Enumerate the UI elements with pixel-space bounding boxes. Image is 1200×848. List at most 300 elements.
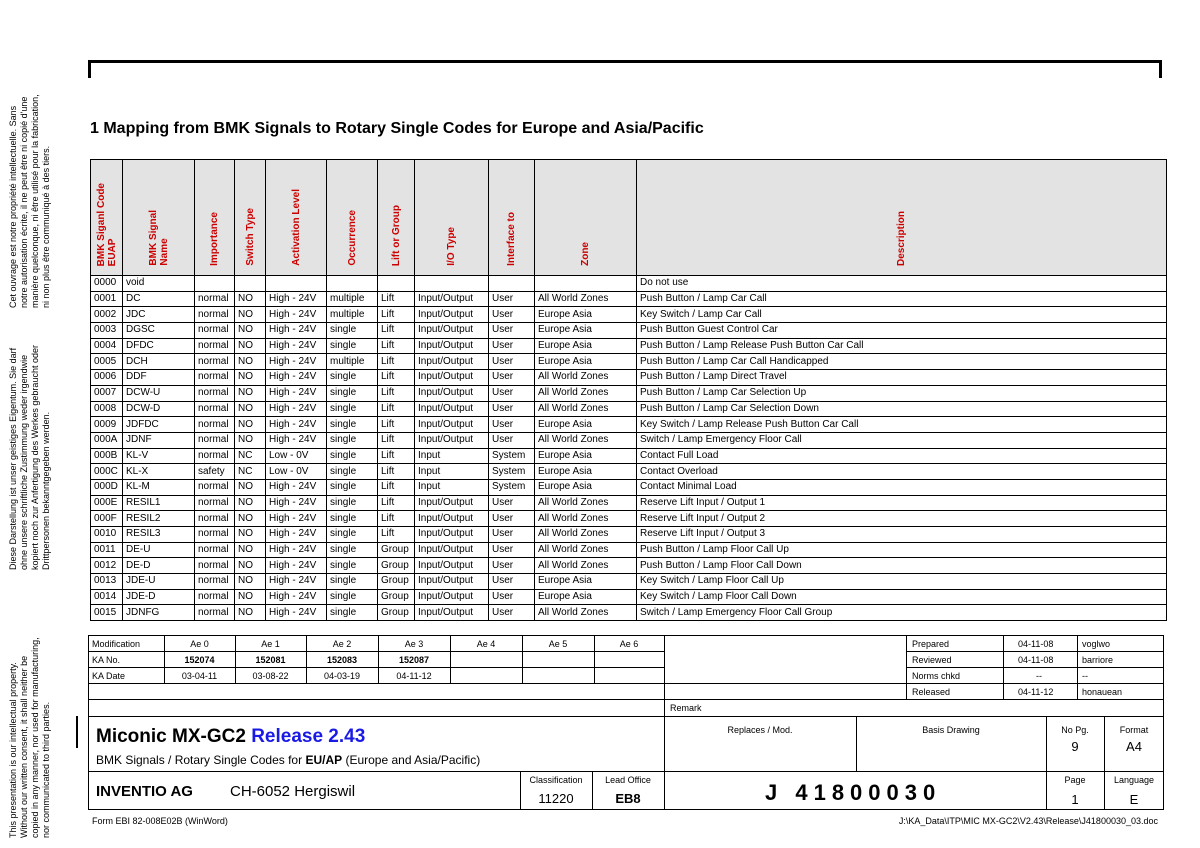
table-row: [91, 354, 1167, 370]
table-row: [91, 495, 1167, 511]
cell-interface-to: User: [489, 605, 535, 621]
cell-zone: Europe Asia: [535, 448, 637, 464]
cell-importance: normal: [195, 542, 235, 558]
cell-zone: [535, 276, 637, 292]
cell-switch-type: NO: [235, 479, 266, 495]
table-header-row: [91, 160, 1167, 276]
cell-description: Reserve Lift Input / Output 2: [637, 511, 1167, 527]
table-row: [91, 323, 1167, 339]
cell-name: DC: [123, 291, 195, 307]
cell-occurrence: single: [327, 589, 378, 605]
approval-released-date: 04-11-12: [1018, 687, 1054, 697]
cell-importance: normal: [195, 605, 235, 621]
cell-lift-or-group: [378, 276, 415, 292]
cell-occurrence: single: [327, 558, 378, 574]
cell-io-type: [415, 276, 489, 292]
column-header-lift-or-group: [378, 160, 415, 276]
cell-occurrence: single: [327, 511, 378, 527]
cell-occurrence: single: [327, 323, 378, 339]
table-row: [91, 464, 1167, 480]
cell-interface-to: User: [489, 432, 535, 448]
column-header-name: [123, 160, 195, 276]
column-header-label: Zone: [580, 242, 591, 266]
table-row: [91, 276, 1167, 292]
cell-description: Switch / Lamp Emergency Floor Call: [637, 432, 1167, 448]
cell-zone: Europe Asia: [535, 479, 637, 495]
table-row: [91, 432, 1167, 448]
approval-norms-label: Norms chkd: [912, 671, 961, 681]
company-name: INVENTIO AG: [96, 783, 193, 800]
cell-interface-to: User: [489, 385, 535, 401]
cell-interface-to: System: [489, 479, 535, 495]
cell-description: Switch / Lamp Emergency Floor Call Group: [637, 605, 1167, 621]
cell-interface-to: User: [489, 574, 535, 590]
format-value: A4: [1126, 739, 1142, 754]
table-row: [91, 448, 1167, 464]
cell-description: Key Switch / Lamp Floor Call Up: [637, 574, 1167, 590]
replaces-label: Replaces / Mod.: [727, 725, 793, 735]
cell-activation-level: Low - 0V: [266, 448, 327, 464]
column-header-code: [91, 160, 123, 276]
cell-switch-type: NO: [235, 401, 266, 417]
cell-io-type: Input/Output: [415, 574, 489, 590]
table-row: [91, 385, 1167, 401]
cell-occurrence: single: [327, 417, 378, 433]
table-row: [91, 542, 1167, 558]
table-row: [91, 291, 1167, 307]
cell-importance: normal: [195, 338, 235, 354]
column-header-label: Occurrence: [346, 210, 358, 266]
cell-interface-to: System: [489, 448, 535, 464]
cell-importance: normal: [195, 511, 235, 527]
cell-switch-type: NO: [235, 338, 266, 354]
cell-name: DFDC: [123, 338, 195, 354]
cell-name: KL-V: [123, 448, 195, 464]
cell-name: DGSC: [123, 323, 195, 339]
cell-switch-type: NC: [235, 448, 266, 464]
table-body: [91, 276, 1167, 621]
column-header-label: Description: [896, 210, 907, 266]
cell-activation-level: High - 24V: [266, 574, 327, 590]
cell-importance: normal: [195, 354, 235, 370]
column-header-switch-type: [235, 160, 266, 276]
cell-io-type: Input/Output: [415, 527, 489, 543]
cell-interface-to: User: [489, 354, 535, 370]
cell-code: 0000: [91, 276, 123, 292]
cell-name: JDFDC: [123, 417, 195, 433]
mod-header-ae2: Ae 2: [332, 639, 352, 649]
cell-occurrence: multiple: [327, 307, 378, 323]
cell-zone: Europe Asia: [535, 354, 637, 370]
cell-io-type: Input/Output: [415, 354, 489, 370]
cell-interface-to: User: [489, 307, 535, 323]
cell-name: JDE-U: [123, 574, 195, 590]
cell-occurrence: single: [327, 574, 378, 590]
ka-no-ae3: 152087: [398, 655, 430, 665]
cell-activation-level: Low - 0V: [266, 464, 327, 480]
cell-code: 0013: [91, 574, 123, 590]
cell-interface-to: User: [489, 495, 535, 511]
cell-zone: All World Zones: [535, 495, 637, 511]
lead-office-value: EB8: [615, 791, 641, 806]
cell-switch-type: NO: [235, 495, 266, 511]
cell-interface-to: User: [489, 527, 535, 543]
cell-name: DCH: [123, 354, 195, 370]
approval-reviewed-date: 04-11-08: [1018, 655, 1054, 665]
cell-switch-type: [235, 276, 266, 292]
cell-io-type: Input/Output: [415, 605, 489, 621]
cell-activation-level: [266, 276, 327, 292]
cell-activation-level: High - 24V: [266, 558, 327, 574]
column-header-importance: [195, 160, 235, 276]
table-row: [91, 479, 1167, 495]
cell-lift-or-group: Group: [378, 589, 415, 605]
cell-zone: All World Zones: [535, 558, 637, 574]
cell-interface-to: System: [489, 464, 535, 480]
cell-interface-to: User: [489, 338, 535, 354]
cell-occurrence: single: [327, 370, 378, 386]
table-row: [91, 527, 1167, 543]
cell-description: Key Switch / Lamp Car Call: [637, 307, 1167, 323]
cell-code: 0012: [91, 558, 123, 574]
cell-activation-level: High - 24V: [266, 354, 327, 370]
cell-code: 0010: [91, 527, 123, 543]
side-note-english-text: This presentation is our intellectual property. Without our written consent, it shall neither be copied in any manner, nor used for manufacturing, nor communicated to third parties.: [8, 637, 51, 838]
language-value: E: [1129, 792, 1139, 807]
cell-code: 000E: [91, 495, 123, 511]
table-row: [91, 401, 1167, 417]
cell-zone: All World Zones: [535, 432, 637, 448]
cell-occurrence: single: [327, 527, 378, 543]
cell-importance: normal: [195, 401, 235, 417]
cell-description: Push Button / Lamp Car Call: [637, 291, 1167, 307]
cell-switch-type: NO: [235, 370, 266, 386]
cell-name: RESIL3: [123, 527, 195, 543]
signal-mapping-table: [90, 159, 1167, 621]
cell-lift-or-group: Lift: [378, 417, 415, 433]
cell-code: 0008: [91, 401, 123, 417]
cell-switch-type: NO: [235, 432, 266, 448]
cell-interface-to: User: [489, 417, 535, 433]
cell-name: KL-M: [123, 479, 195, 495]
cell-zone: All World Zones: [535, 401, 637, 417]
cell-io-type: Input/Output: [415, 589, 489, 605]
cell-zone: Europe Asia: [535, 338, 637, 354]
ka-date-ae1: 03-08-22: [252, 671, 289, 681]
cell-importance: normal: [195, 589, 235, 605]
cell-occurrence: single: [327, 338, 378, 354]
cell-lift-or-group: Lift: [378, 307, 415, 323]
mod-header-ae4: Ae 4: [476, 639, 496, 649]
cell-interface-to: User: [489, 370, 535, 386]
ka-date-ae3: 04-11-12: [396, 671, 432, 681]
ka-date-ae0: 03-04-11: [181, 671, 218, 681]
cell-activation-level: High - 24V: [266, 605, 327, 621]
cell-switch-type: NO: [235, 385, 266, 401]
cell-description: Contact Full Load: [637, 448, 1167, 464]
cell-io-type: Input/Output: [415, 323, 489, 339]
cell-activation-level: High - 24V: [266, 479, 327, 495]
cell-io-type: Input: [415, 464, 489, 480]
cell-switch-type: NO: [235, 307, 266, 323]
cell-name: RESIL1: [123, 495, 195, 511]
cell-zone: Europe Asia: [535, 417, 637, 433]
approval-prepared-date: 04-11-08: [1018, 639, 1054, 649]
cell-code: 0001: [91, 291, 123, 307]
cell-zone: All World Zones: [535, 542, 637, 558]
cell-code: 0009: [91, 417, 123, 433]
cell-occurrence: single: [327, 385, 378, 401]
column-header-occurrence: [327, 160, 378, 276]
ka-date-label: KA Date: [92, 671, 126, 681]
cell-activation-level: High - 24V: [266, 417, 327, 433]
cell-occurrence: single: [327, 479, 378, 495]
approval-norms-date: --: [1036, 671, 1042, 681]
subtitle-part-b: EU/AP: [305, 753, 343, 767]
column-header-label: Switch Type: [244, 208, 256, 266]
cell-interface-to: User: [489, 589, 535, 605]
cell-code: 000A: [91, 432, 123, 448]
cell-description: Contact Minimal Load: [637, 479, 1167, 495]
cell-importance: normal: [195, 479, 235, 495]
column-header-label: BMK Siganl Code EUAP: [95, 182, 118, 266]
cell-code: 0011: [91, 542, 123, 558]
ka-no-ae0: 152074: [184, 655, 215, 665]
cell-switch-type: NO: [235, 574, 266, 590]
remark-label: Remark: [670, 703, 702, 713]
ka-no-ae1: 152081: [255, 655, 286, 665]
cell-name: DE-U: [123, 542, 195, 558]
ka-date-ae2: 04-03-19: [323, 671, 361, 681]
cell-activation-level: High - 24V: [266, 291, 327, 307]
cell-lift-or-group: Lift: [378, 401, 415, 417]
cell-code: 000F: [91, 511, 123, 527]
cell-name: JDNFG: [123, 605, 195, 621]
cell-lift-or-group: Lift: [378, 338, 415, 354]
cell-occurrence: single: [327, 448, 378, 464]
cell-lift-or-group: Lift: [378, 511, 415, 527]
cell-zone: All World Zones: [535, 527, 637, 543]
cell-code: 000C: [91, 464, 123, 480]
cell-lift-or-group: Lift: [378, 432, 415, 448]
table-row: [91, 370, 1167, 386]
cell-importance: normal: [195, 417, 235, 433]
mod-header-ae1: Ae 1: [261, 639, 280, 649]
cell-description: Key Switch / Lamp Release Push Button Car Call: [637, 417, 1167, 433]
cell-lift-or-group: Lift: [378, 291, 415, 307]
cell-switch-type: NC: [235, 464, 266, 480]
cell-switch-type: NO: [235, 291, 266, 307]
cell-code: 000B: [91, 448, 123, 464]
no-pg-value: 9: [1071, 739, 1079, 754]
page-label: Page: [1064, 775, 1086, 785]
cell-importance: normal: [195, 385, 235, 401]
cell-interface-to: User: [489, 291, 535, 307]
ka-no-ae2: 152083: [326, 655, 358, 665]
company-address: CH-6052 Hergiswil: [230, 783, 356, 800]
cell-io-type: Input/Output: [415, 432, 489, 448]
subtitle-part-c: (Europe and Asia/Pacific): [342, 753, 481, 767]
cell-switch-type: NO: [235, 542, 266, 558]
cell-lift-or-group: Lift: [378, 479, 415, 495]
cell-occurrence: single: [327, 401, 378, 417]
basis-drawing-label: Basis Drawing: [922, 725, 980, 735]
cell-zone: All World Zones: [535, 291, 637, 307]
cell-description: Contact Overload: [637, 464, 1167, 480]
cell-importance: normal: [195, 574, 235, 590]
cell-activation-level: High - 24V: [266, 401, 327, 417]
cell-activation-level: High - 24V: [266, 370, 327, 386]
table-row: [91, 589, 1167, 605]
cell-interface-to: User: [489, 323, 535, 339]
cell-activation-level: High - 24V: [266, 323, 327, 339]
column-header-label: BMK Signal Name: [147, 210, 170, 266]
table-row: [91, 574, 1167, 590]
cell-name: JDE-D: [123, 589, 195, 605]
footer-file-path: J:\KA_Data\ITP\MIC MX-GC2\V2.43\Release\J41800030_03.doc: [898, 816, 1158, 826]
cell-importance: normal: [195, 432, 235, 448]
cell-lift-or-group: Lift: [378, 464, 415, 480]
cell-lift-or-group: Lift: [378, 527, 415, 543]
cell-description: Reserve Lift Input / Output 1: [637, 495, 1167, 511]
table-row: [91, 417, 1167, 433]
cell-switch-type: NO: [235, 323, 266, 339]
side-note-french: [8, 58, 76, 308]
cell-description: Push Button / Lamp Release Push Button Car Call: [637, 338, 1167, 354]
column-header-label: Activation Level: [290, 189, 302, 266]
cell-zone: Europe Asia: [535, 323, 637, 339]
cell-description: Do not use: [637, 276, 1167, 292]
cell-activation-level: High - 24V: [266, 511, 327, 527]
cell-io-type: Input/Output: [415, 558, 489, 574]
mod-header-ae3: Ae 3: [404, 639, 424, 649]
column-header-io-type: [415, 160, 489, 276]
cell-switch-type: NO: [235, 354, 266, 370]
cell-lift-or-group: Lift: [378, 323, 415, 339]
cell-activation-level: High - 24V: [266, 432, 327, 448]
approval-reviewed-name: barriore: [1082, 655, 1114, 665]
table-row: [91, 511, 1167, 527]
cell-code: 000D: [91, 479, 123, 495]
document-title: [96, 726, 365, 748]
column-header-label: I/O Type: [446, 227, 457, 266]
cell-description: Push Button / Lamp Floor Call Up: [637, 542, 1167, 558]
approval-norms-name: --: [1082, 671, 1088, 681]
classification-value: 11220: [538, 791, 574, 806]
cell-io-type: Input/Output: [415, 417, 489, 433]
cell-description: Key Switch / Lamp Floor Call Down: [637, 589, 1167, 605]
cell-io-type: Input/Output: [415, 385, 489, 401]
cell-zone: Europe Asia: [535, 464, 637, 480]
cell-lift-or-group: Group: [378, 558, 415, 574]
cell-importance: safety: [195, 464, 235, 480]
approval-released-label: Released: [912, 687, 951, 697]
cell-importance: normal: [195, 291, 235, 307]
document-title-prefix: Miconic MX-GC2: [96, 726, 252, 747]
cell-zone: Europe Asia: [535, 307, 637, 323]
subtitle-part-a: BMK Signals / Rotary Single Codes for: [96, 753, 306, 767]
side-note-german-text: Diese Darstellung ist unser geistiges Eigentum. Sie darf ohne unsere schriftliche Zustimmung weder irgendwie kopiert noch zur Anfertigung des Werkes gebraucht oder Drittpersonen bekanntgegeben werden.: [8, 345, 51, 570]
top-frame-right-tick: [1159, 60, 1162, 78]
page-heading: 1 Mapping from BMK Signals to Rotary Single Codes for Europe and Asia/Pacific: [90, 120, 704, 137]
cell-importance: normal: [195, 558, 235, 574]
cell-zone: All World Zones: [535, 385, 637, 401]
format-label: Format: [1119, 725, 1149, 735]
cell-description: Push Button / Lamp Direct Travel: [637, 370, 1167, 386]
table-row: [91, 605, 1167, 621]
cell-occurrence: single: [327, 542, 378, 558]
cell-code: 0014: [91, 589, 123, 605]
cell-name: DDF: [123, 370, 195, 386]
cell-io-type: Input: [415, 479, 489, 495]
cell-interface-to: User: [489, 542, 535, 558]
cell-lift-or-group: Lift: [378, 354, 415, 370]
cell-description: Push Button / Lamp Floor Call Down: [637, 558, 1167, 574]
cell-occurrence: single: [327, 495, 378, 511]
cell-importance: normal: [195, 495, 235, 511]
approval-released-name: honauean: [1082, 687, 1123, 697]
cell-lift-or-group: Group: [378, 542, 415, 558]
cell-interface-to: User: [489, 401, 535, 417]
cell-occurrence: [327, 276, 378, 292]
column-header-label: Interface to: [506, 212, 517, 266]
cell-importance: normal: [195, 448, 235, 464]
table-row: [91, 307, 1167, 323]
cell-zone: Europe Asia: [535, 574, 637, 590]
table-row: [91, 558, 1167, 574]
mod-header-label: Modification: [92, 639, 141, 649]
approval-reviewed-label: Reviewed: [912, 655, 952, 665]
footer-form-id: Form EBI 82-008E02B (WinWord): [92, 816, 228, 826]
cell-lift-or-group: Group: [378, 605, 415, 621]
cell-code: 0007: [91, 385, 123, 401]
side-marker-bar: [76, 716, 78, 748]
lead-office-label: Lead Office: [605, 775, 651, 785]
cell-switch-type: NO: [235, 589, 266, 605]
cell-code: 0006: [91, 370, 123, 386]
document-title-release: Release 2.43: [251, 726, 366, 747]
cell-io-type: Input/Output: [415, 338, 489, 354]
cell-io-type: Input/Output: [415, 370, 489, 386]
cell-zone: All World Zones: [535, 605, 637, 621]
mod-header-ae5: Ae 5: [548, 639, 568, 649]
cell-description: Reserve Lift Input / Output 3: [637, 527, 1167, 543]
cell-switch-type: NO: [235, 558, 266, 574]
cell-zone: Europe Asia: [535, 589, 637, 605]
cell-code: 0003: [91, 323, 123, 339]
cell-importance: normal: [195, 307, 235, 323]
page-value: 1: [1071, 792, 1079, 807]
cell-description: Push Button Guest Control Car: [637, 323, 1167, 339]
cell-activation-level: High - 24V: [266, 385, 327, 401]
cell-name: void: [123, 276, 195, 292]
mod-header-ae6: Ae 6: [619, 639, 639, 649]
cell-activation-level: High - 24V: [266, 338, 327, 354]
cell-io-type: Input: [415, 448, 489, 464]
document-subtitle: [96, 753, 480, 767]
cell-code: 0005: [91, 354, 123, 370]
cell-lift-or-group: Lift: [378, 448, 415, 464]
column-header-activation-level: [266, 160, 327, 276]
document-number: J 41800030: [765, 780, 942, 805]
top-frame-rule: [88, 60, 1162, 63]
cell-name: DCW-D: [123, 401, 195, 417]
cell-activation-level: High - 24V: [266, 495, 327, 511]
approval-prepared-name: voglwo: [1082, 639, 1111, 649]
cell-lift-or-group: Lift: [378, 385, 415, 401]
cell-switch-type: NO: [235, 511, 266, 527]
cell-lift-or-group: Group: [378, 574, 415, 590]
